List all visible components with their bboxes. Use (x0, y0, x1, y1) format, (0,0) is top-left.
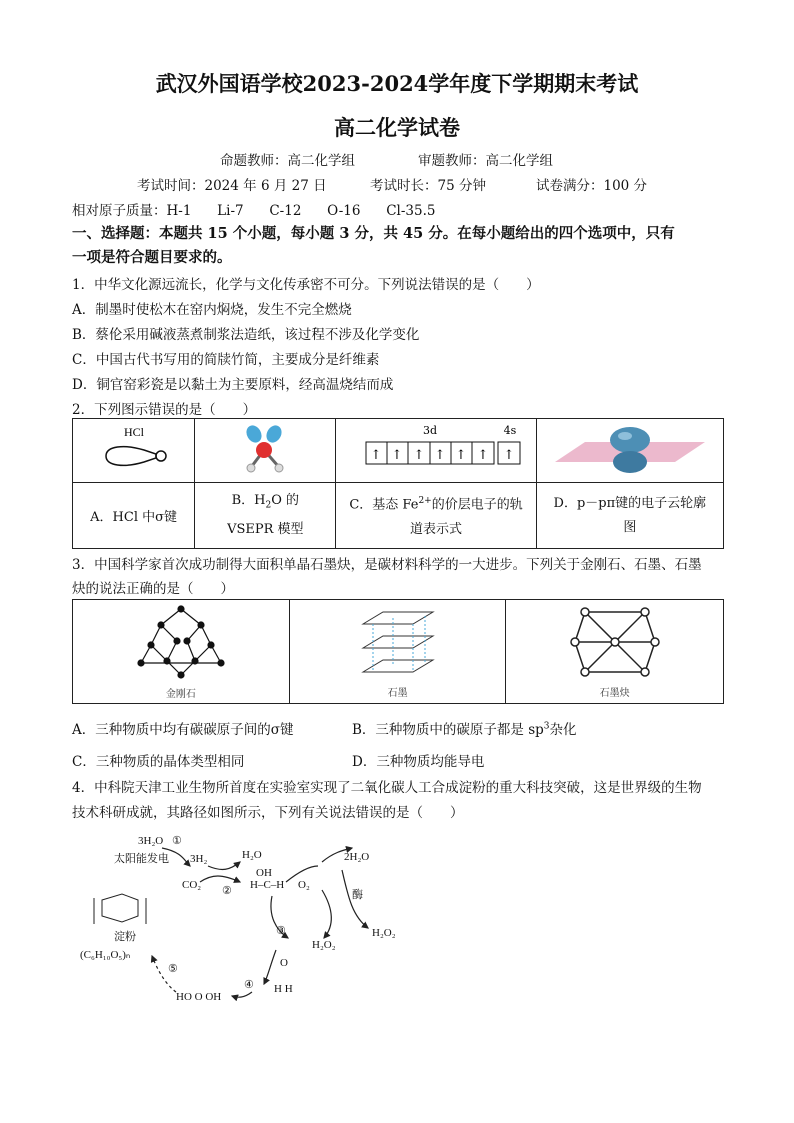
paper-subtitle: 高二化学试卷 (334, 115, 460, 140)
q2-option-c: C．基态 $Fe^{2+}$的价层电子的轨 道表示式 (336, 483, 536, 549)
graphdiyne-structure-icon (565, 604, 665, 680)
svg-text:↑: ↑ (434, 447, 446, 463)
fe2-orbital-diagram (346, 420, 526, 478)
exam-time: 考试时间：2024 年 6 月 27 日 (137, 178, 327, 194)
svg-text:酶: 酶 (352, 889, 363, 901)
q3-option-d: D．三种物质均能导电 (352, 754, 485, 770)
hcl-sigma-bond-diagram (84, 420, 184, 478)
q1-option-c: C．中国古代书写用的简牍竹简，主要成分是纤维素 (72, 352, 380, 368)
svg-text:↑: ↑ (477, 447, 489, 463)
q2-figure-table (72, 418, 724, 549)
setter-info: 命题教师：高二化学组 (220, 153, 355, 169)
svg-text:↑: ↑ (503, 447, 515, 463)
svg-text:(C₆H₁₀O₅)ₙ: (C₆H₁₀O₅)ₙ (80, 949, 131, 961)
svg-text:3d: 3d (423, 423, 438, 437)
q2-cell-c-image (336, 419, 536, 483)
svg-text:②: ② (222, 885, 232, 897)
svg-text:2H₂O: 2H₂O (344, 851, 370, 863)
svg-text:↑: ↑ (370, 447, 382, 463)
graphite-caption: 石墨 (387, 688, 408, 699)
q4-stem-cont: 技术科研成就，其路径如图所示，下列有关说法错误的是（ ） (72, 805, 464, 821)
full-marks: 试卷满分：100 分 (536, 178, 648, 194)
svg-text:OH: OH (256, 867, 272, 879)
q3-option-c: C．三种物质的晶体类型相同 (72, 754, 245, 770)
graphite-structure-icon (353, 604, 443, 680)
q2-cell-b-image (195, 419, 336, 483)
svg-text:O₂: O₂ (298, 879, 310, 891)
svg-text:H₂O₂: H₂O₂ (312, 939, 336, 951)
exam-title: 武汉外国语学校2023-2024学年度下学期期末考试 (155, 71, 639, 96)
svg-text:H–C–H: H–C–H (250, 879, 285, 891)
diamond-caption: 金刚石 (165, 689, 196, 700)
svg-text:↑: ↑ (413, 447, 425, 463)
svg-text:④: ④ (244, 979, 254, 991)
q3-option-b: B．三种物质中的碳原子都是 $sp^3$杂化 (352, 721, 577, 738)
starch-synthesis-pathway-diagram (72, 826, 412, 1021)
section-heading-cont: 一项是符合题目要求的。 (72, 249, 232, 266)
svg-text:3H₂O: 3H₂O (138, 835, 164, 847)
svg-text:H₂O₂: H₂O₂ (372, 927, 396, 939)
svg-text:CO₂: CO₂ (182, 879, 202, 891)
q2-stem: 2．下列图示错误的是（ ） (72, 402, 257, 418)
q1-option-b: B．蔡伦采用碱液蒸煮制浆法造纸，该过程不涉及化学变化 (72, 327, 420, 343)
q1-option-d: D．铜官窑彩瓷是以黏土为主要原料，经高温烧结而成 (72, 377, 394, 393)
svg-text:↑: ↑ (455, 447, 467, 463)
q2-option-a: A．HCl 中σ键 (73, 483, 195, 549)
q3-figure-table (72, 599, 724, 704)
q3-option-a: A．三种物质中均有碳碳原子间的σ键 (72, 722, 294, 738)
q2-option-b: B．$H_2O$ 的 VSEPR 模型 (195, 483, 336, 549)
svg-text:H₂O: H₂O (242, 849, 262, 861)
q1-option-a: A．制墨时使松木在窑内焖烧，发生不完全燃烧 (72, 302, 352, 318)
reviewer-info: 审题教师：高二化学组 (418, 153, 553, 169)
q3-stem: 3．中国科学家首次成功制得大面积单晶石墨炔，是碳材料科学的一大进步。下列关于金刚石、石墨、石墨 (72, 557, 702, 573)
svg-text:HO O OH: HO O OH (176, 991, 222, 1003)
svg-text:⑤: ⑤ (168, 963, 178, 975)
svg-text:3H₂: 3H₂ (190, 853, 208, 865)
exam-duration: 考试时长：75 分钟 (370, 178, 486, 194)
svg-text:淀粉: 淀粉 (114, 931, 136, 943)
svg-text:4s: 4s (503, 423, 517, 437)
graphdiyne-caption: 石墨炔 (599, 688, 630, 699)
q2-cell-a-image (73, 419, 195, 483)
svg-text:③: ③ (276, 925, 286, 937)
q2-option-d: D．p－pπ键的电子云轮廓 图 (536, 483, 723, 549)
svg-text:太阳能发电: 太阳能发电 (114, 853, 169, 865)
section-heading: 一、选择题：本题共 15 个小题，每小题 3 分，共 45 分。在每小题给出的四个选项中，只有 (72, 225, 675, 242)
atomic-masses: 相对原子质量：H-1 Li-7 C-12 O-16 Cl-35.5 (72, 203, 436, 219)
svg-text:H H: H H (274, 983, 293, 995)
diamond-cell (73, 600, 290, 704)
hcl-label: HCl (123, 424, 144, 439)
graphite-cell (289, 600, 506, 704)
p-p-pi-bond-cloud (545, 420, 715, 478)
svg-text:↑: ↑ (391, 447, 403, 463)
q2-cell-d-image (536, 419, 723, 483)
q3-stem-cont: 炔的说法正确的是（ ） (72, 581, 234, 597)
graphdiyne-cell (506, 600, 724, 704)
svg-text:O: O (280, 957, 288, 969)
h2o-vsepr-model (230, 420, 300, 478)
glucose-ring-icon (94, 894, 146, 924)
q1-stem: 1．中华文化源远流长，化学与文化传承密不可分。下列说法错误的是（ ） (72, 277, 540, 293)
diamond-structure-icon (121, 603, 241, 681)
q4-stem: 4．中科院天津工业生物所首度在实验室实现了二氧化碳人工合成淀粉的重大科技突破，这是世界级的生物 (72, 780, 702, 796)
svg-text:①: ① (172, 835, 182, 847)
